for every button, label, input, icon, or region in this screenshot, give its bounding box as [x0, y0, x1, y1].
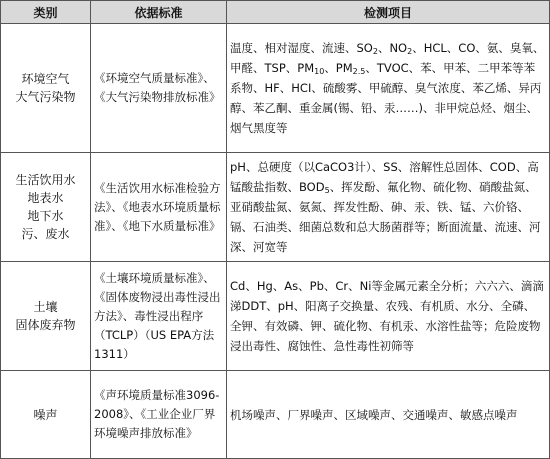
category-cell	[1, 153, 91, 262]
items-cell	[227, 371, 550, 459]
category-cell	[1, 371, 91, 459]
subscript: 10	[314, 67, 325, 76]
items-text: 、挥发酚、氟化物、硫化物、硝酸盐氮、亚硝酸盐氮、氨氮、挥发性酚、砷、汞、铁、锰、六价铬、镉、石油类、细菌总数和总大肠菌群等；断面流量、流速、河深、河宽等	[230, 180, 541, 254]
table-row	[1, 262, 550, 371]
category-label: 土壤	[33, 300, 58, 314]
items-text: 、TVOC、苯、甲苯、二甲苯等苯系物、HF、HCI、硫酸雾、甲硫醇、臭气浓度、苯乙烯、异丙醇、苯乙酮、重金属(锡、铅、汞……)、非甲烷总烃、烟尘、烟气黑度等	[230, 61, 542, 135]
basis-cell: 《土壤环境质量标准》、《固体废物浸出毒性浸出方法》、毒性浸出程序（TCLP）（US EPA方法1311）	[91, 262, 227, 371]
table-row	[1, 371, 550, 459]
items-cell	[227, 262, 550, 371]
category-cell	[1, 262, 91, 371]
items-text: 、HCL、CO、氨、臭氧、甲醛、TSP、PM	[230, 41, 545, 75]
subscript: 5	[324, 186, 330, 195]
header-row	[1, 1, 550, 24]
category-label: 污、废水	[21, 227, 70, 241]
category-label: 地表水	[27, 191, 64, 205]
category-label: 固体废弃物	[15, 318, 76, 332]
basis-cell: 《环境空气质量标准》、《大气污染物排放标准》	[91, 24, 227, 153]
items-cell	[227, 24, 550, 153]
basis-cell: 《声环境质量标准3096-2008》、《工业企业厂界环境噪声排放标准》	[91, 371, 227, 459]
items-cell	[227, 153, 550, 262]
basis-cell: 《生活饮用水标准检验方法》、《地表水环境质量标准》、《地下水质量标准》	[91, 153, 227, 262]
category-label: 环境空气	[21, 72, 70, 86]
subscript: 2	[407, 47, 413, 56]
items-text: pH、总硬度（以CaCO3计）、SS、溶解性总固体、COD、高锰酸盐指数、BOD	[230, 160, 539, 194]
header-basis: 依据标准	[91, 1, 227, 24]
items-text: 、PM	[324, 61, 353, 75]
header-category: 类别	[1, 1, 91, 24]
table-row	[1, 24, 550, 153]
category-label: 生活饮用水	[15, 173, 76, 187]
items-text: Cd、Hg、As、Pb、Cr、Ni等金属元素全分析；六六六、滴滴涕DDT、pH、阳离子交换量、农残、有机质、水分、全磷、全钾、有效磷、钾、硫化物、有机汞、水溶性盐等；危险废物浸出毒性、腐蚀性、急性毒性初筛等	[230, 279, 544, 353]
items-text: 温度、相对湿度、流速、SO	[230, 41, 373, 55]
category-label: 地下水	[27, 209, 64, 223]
category-label: 大气污染物	[15, 90, 76, 104]
items-text: 、NO	[377, 41, 408, 55]
category-label: 噪声	[33, 407, 58, 422]
items-text: 机场噪声、厂界噪声、区域噪声、交通噪声、敏感点噪声	[230, 407, 518, 422]
subscript: 2.5	[352, 67, 366, 76]
subscript: 2	[372, 47, 378, 56]
header-items: 检测项目	[227, 1, 550, 24]
category-cell	[1, 24, 91, 153]
table-row	[1, 153, 550, 262]
